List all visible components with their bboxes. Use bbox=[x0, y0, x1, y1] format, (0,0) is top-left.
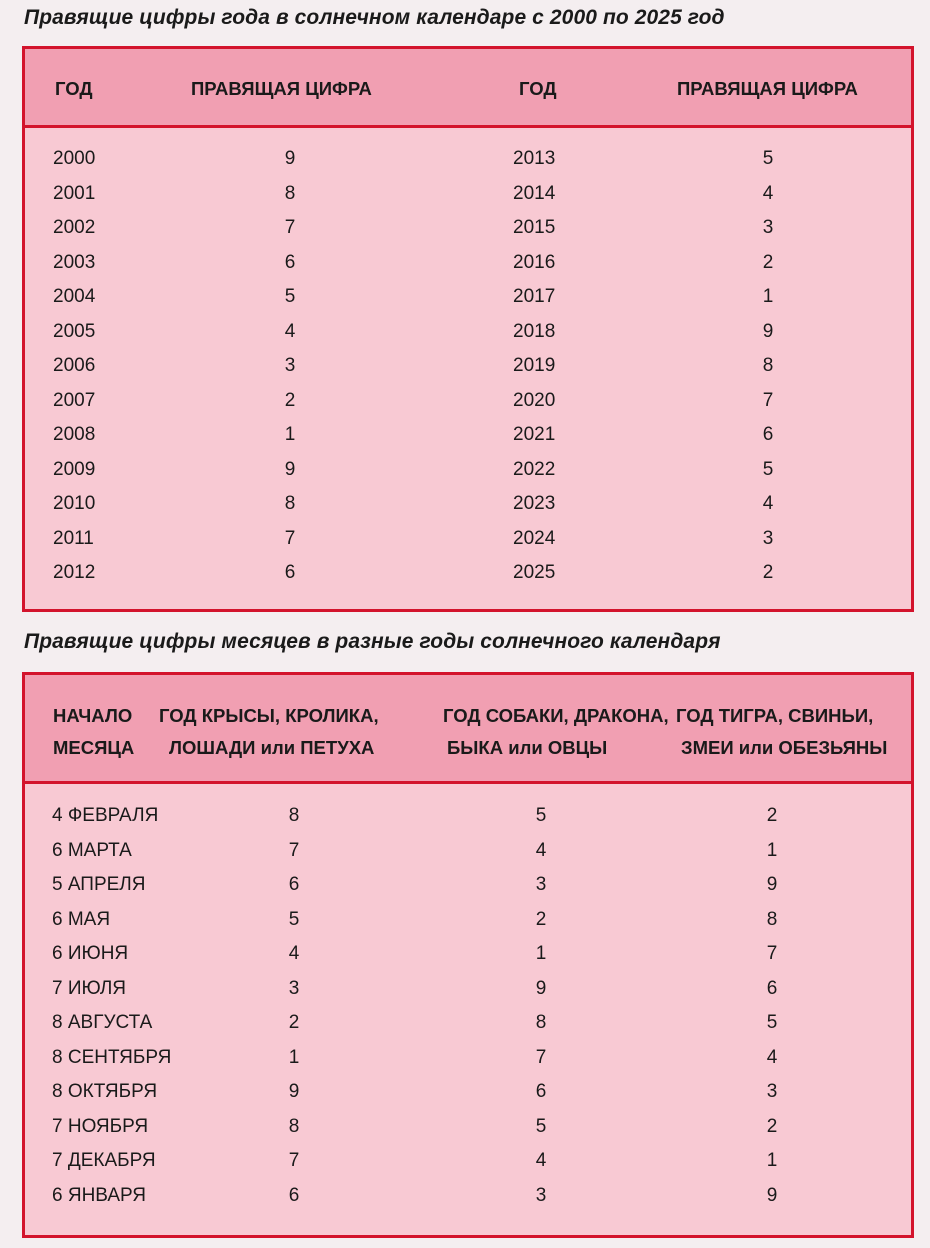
year-digits-table bbox=[22, 46, 914, 612]
cell-digit-tiger-group: 5 bbox=[766, 1012, 778, 1033]
cell-digit-dog-group: 4 bbox=[535, 839, 547, 861]
cell-digit-tiger-group: 7 bbox=[766, 943, 778, 964]
header-dog-dragon-line2: БЫКА или ОВЦЫ bbox=[447, 737, 608, 758]
cell-month-start: 7 ДЕКАБРЯ bbox=[52, 1150, 156, 1171]
cell-year: 2019 bbox=[513, 355, 556, 376]
table-row bbox=[25, 280, 911, 314]
cell-digit-tiger-group: 8 bbox=[766, 908, 778, 930]
cell-year: 2015 bbox=[513, 217, 556, 238]
table-row bbox=[25, 903, 911, 937]
cell-digit-dog-group: 7 bbox=[535, 1046, 547, 1068]
cell-year: 2014 bbox=[513, 182, 556, 204]
cell-month-start: 4 ФЕВРАЛЯ bbox=[52, 805, 159, 826]
cell-year: 2017 bbox=[513, 286, 556, 307]
table-row bbox=[25, 556, 911, 590]
cell-month-start: 8 ОКТЯБРЯ bbox=[52, 1081, 158, 1102]
header-year: ГОД bbox=[55, 78, 93, 99]
table-row bbox=[25, 1041, 911, 1075]
table-row bbox=[25, 1006, 911, 1040]
cell-digit-tiger-group: 9 bbox=[766, 874, 778, 895]
cell-year: 2008 bbox=[53, 424, 96, 445]
header-dog-dragon-line1: ГОД СОБАКИ, ДРАКОНА, bbox=[443, 705, 669, 726]
table-row bbox=[25, 487, 911, 521]
header-year: ГОД bbox=[519, 78, 557, 99]
table-row bbox=[25, 349, 911, 383]
cell-year: 2024 bbox=[513, 527, 556, 549]
header-tiger-pig-line2: ЗМЕИ или ОБЕЗЬЯНЫ bbox=[681, 737, 888, 758]
table-row bbox=[25, 972, 911, 1006]
cell-digit: 3 bbox=[762, 217, 774, 238]
cell-year: 2010 bbox=[53, 493, 96, 514]
cell-digit: 4 bbox=[762, 182, 774, 204]
cell-digit: 7 bbox=[284, 527, 296, 549]
cell-digit: 7 bbox=[284, 217, 296, 238]
cell-year: 2020 bbox=[513, 389, 556, 411]
cell-digit-tiger-group: 1 bbox=[766, 1150, 778, 1171]
cell-year: 2007 bbox=[53, 389, 96, 411]
cell-digit: 9 bbox=[762, 320, 774, 342]
cell-month-start: 6 МАЯ bbox=[52, 908, 111, 930]
cell-year: 2013 bbox=[513, 148, 556, 169]
cell-digit-tiger-group: 2 bbox=[766, 1115, 778, 1137]
cell-digit-rat-group: 6 bbox=[288, 1184, 300, 1206]
cell-month-start: 5 АПРЕЛЯ bbox=[52, 874, 146, 895]
cell-digit-rat-group: 1 bbox=[288, 1046, 300, 1068]
table-header bbox=[25, 49, 911, 128]
table-row bbox=[25, 177, 911, 211]
cell-year: 2025 bbox=[513, 562, 556, 583]
cell-digit-dog-group: 8 bbox=[535, 1012, 547, 1033]
cell-month-start: 7 НОЯБРЯ bbox=[52, 1115, 149, 1137]
cell-digit-tiger-group: 1 bbox=[766, 839, 778, 861]
cell-digit: 8 bbox=[284, 493, 296, 514]
table-row bbox=[25, 522, 911, 556]
cell-digit: 9 bbox=[284, 148, 296, 169]
table-row bbox=[25, 834, 911, 868]
cell-digit-rat-group: 7 bbox=[288, 1150, 300, 1171]
table-row bbox=[25, 1075, 911, 1109]
cell-digit: 7 bbox=[762, 389, 774, 411]
table-row bbox=[25, 142, 911, 176]
header-month-start-line2: МЕСЯЦА bbox=[53, 737, 135, 758]
table-row bbox=[25, 1144, 911, 1178]
cell-digit: 4 bbox=[762, 493, 774, 514]
cell-digit: 3 bbox=[762, 527, 774, 549]
table1-caption: Правящие цифры года в солнечном календаре с 2000 по 2025 год bbox=[24, 6, 725, 29]
cell-digit: 6 bbox=[284, 562, 296, 583]
header-tiger-pig-line1: ГОД ТИГРА, СВИНЬИ, bbox=[676, 705, 874, 726]
cell-digit: 5 bbox=[762, 458, 774, 480]
table-row bbox=[25, 315, 911, 349]
table-row bbox=[25, 937, 911, 971]
table-row bbox=[25, 1179, 911, 1213]
cell-digit-rat-group: 2 bbox=[288, 1012, 300, 1033]
cell-year: 2023 bbox=[513, 493, 556, 514]
cell-digit-rat-group: 7 bbox=[288, 839, 300, 861]
cell-digit-dog-group: 6 bbox=[535, 1081, 547, 1102]
month-digits-table bbox=[22, 672, 914, 1238]
cell-digit-tiger-group: 6 bbox=[766, 977, 778, 999]
cell-digit-tiger-group: 4 bbox=[766, 1046, 778, 1068]
cell-year: 2003 bbox=[53, 251, 96, 273]
table-row bbox=[25, 418, 911, 452]
cell-digit: 4 bbox=[284, 320, 296, 342]
cell-digit: 2 bbox=[762, 251, 774, 273]
cell-digit: 3 bbox=[284, 355, 296, 376]
cell-digit-rat-group: 3 bbox=[288, 977, 300, 999]
cell-month-start: 7 ИЮЛЯ bbox=[52, 977, 127, 999]
cell-year: 2001 bbox=[53, 182, 96, 204]
table-row bbox=[25, 211, 911, 245]
cell-digit-dog-group: 5 bbox=[535, 1115, 547, 1137]
header-rat-rabbit-line1: ГОД КРЫСЫ, КРОЛИКА, bbox=[159, 705, 379, 726]
cell-digit-rat-group: 5 bbox=[288, 908, 300, 930]
cell-digit-tiger-group: 9 bbox=[766, 1184, 778, 1206]
cell-digit: 6 bbox=[284, 251, 296, 273]
table-header bbox=[25, 675, 911, 784]
cell-digit: 2 bbox=[762, 562, 774, 583]
cell-year: 2002 bbox=[53, 217, 96, 238]
table-row bbox=[25, 1110, 911, 1144]
cell-digit: 5 bbox=[284, 286, 296, 307]
table2-caption: Правящие цифры месяцев в разные годы солнечного календаря bbox=[24, 630, 721, 653]
cell-digit: 8 bbox=[762, 355, 774, 376]
cell-digit-dog-group: 2 bbox=[535, 908, 547, 930]
table-row bbox=[25, 453, 911, 487]
cell-year: 2012 bbox=[53, 562, 96, 583]
cell-digit-dog-group: 9 bbox=[535, 977, 547, 999]
cell-year: 2009 bbox=[53, 458, 96, 480]
cell-digit-dog-group: 1 bbox=[535, 943, 547, 964]
cell-year: 2000 bbox=[53, 148, 96, 169]
cell-year: 2016 bbox=[513, 251, 556, 273]
cell-digit: 9 bbox=[284, 458, 296, 480]
cell-digit-dog-group: 3 bbox=[535, 1184, 547, 1206]
cell-digit: 6 bbox=[762, 424, 774, 445]
header-month-start-line1: НАЧАЛО bbox=[53, 705, 133, 726]
cell-digit: 1 bbox=[762, 286, 774, 307]
cell-month-start: 6 ЯНВАРЯ bbox=[52, 1184, 146, 1206]
table-row bbox=[25, 799, 911, 833]
cell-year: 2005 bbox=[53, 320, 96, 342]
cell-digit-rat-group: 6 bbox=[288, 874, 300, 895]
cell-digit: 2 bbox=[284, 389, 296, 411]
cell-digit: 1 bbox=[284, 424, 296, 445]
cell-digit-rat-group: 8 bbox=[288, 805, 300, 826]
cell-year: 2011 bbox=[53, 527, 94, 549]
header-ruling-digit: ПРАВЯЩАЯ ЦИФРА bbox=[677, 78, 858, 99]
header-ruling-digit: ПРАВЯЩАЯ ЦИФРА bbox=[191, 78, 372, 99]
cell-month-start: 6 МАРТА bbox=[52, 839, 132, 861]
cell-year: 2004 bbox=[53, 286, 96, 307]
cell-month-start: 8 АВГУСТА bbox=[52, 1012, 153, 1033]
cell-month-start: 6 ИЮНЯ bbox=[52, 943, 129, 964]
cell-digit-dog-group: 4 bbox=[535, 1150, 547, 1171]
cell-digit-dog-group: 3 bbox=[535, 874, 547, 895]
table-row bbox=[25, 868, 911, 902]
cell-month-start: 8 СЕНТЯБРЯ bbox=[52, 1046, 172, 1068]
cell-digit-dog-group: 5 bbox=[535, 805, 547, 826]
cell-year: 2022 bbox=[513, 458, 556, 480]
cell-digit-tiger-group: 3 bbox=[766, 1081, 778, 1102]
cell-year: 2021 bbox=[513, 424, 556, 445]
table-row bbox=[25, 384, 911, 418]
table-row bbox=[25, 246, 911, 280]
cell-digit: 5 bbox=[762, 148, 774, 169]
cell-digit-tiger-group: 2 bbox=[766, 805, 778, 826]
cell-digit-rat-group: 4 bbox=[288, 943, 300, 964]
cell-year: 2006 bbox=[53, 355, 96, 376]
cell-year: 2018 bbox=[513, 320, 556, 342]
cell-digit-rat-group: 8 bbox=[288, 1115, 300, 1137]
header-rat-rabbit-line2: ЛОШАДИ или ПЕТУХА bbox=[169, 737, 375, 758]
cell-digit-rat-group: 9 bbox=[288, 1081, 300, 1102]
cell-digit: 8 bbox=[284, 182, 296, 204]
